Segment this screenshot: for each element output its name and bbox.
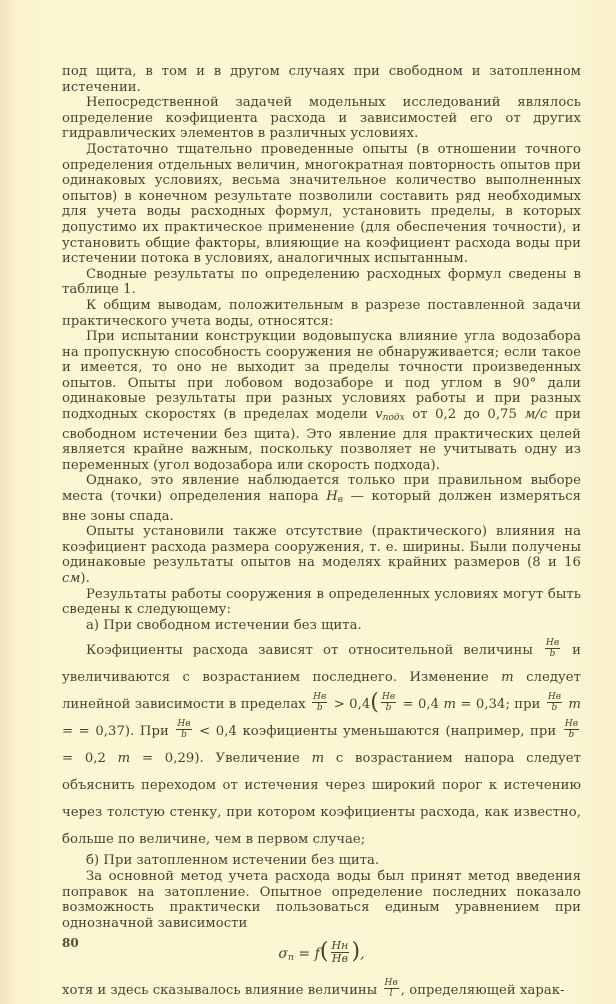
fraction-numerator: Hв	[313, 692, 327, 703]
paragraph-general-conclusions: К общим выводам, положительным в разрезе поставленной задачи практического учета воды, относятся:	[62, 297, 581, 329]
paragraph-results-intro: Результаты работы сооружения в определенных условиях могут быть сведены к следующему:	[62, 586, 581, 618]
fraction-numerator: Hв	[547, 692, 562, 703]
paragraph-summary-table-ref: Сводные результаты по определению расходных формул сведены в таблице 1.	[62, 266, 581, 298]
sigma-subscript: п	[287, 953, 294, 964]
text: > 0,4	[329, 697, 371, 713]
symbol-m: m	[501, 670, 514, 686]
symbol-m: m	[443, 697, 457, 713]
paragraph-continuation: под щита, в том и в другом случаях при свободном и затопленном истечении.	[62, 64, 581, 95]
text: при свободном истечении без щита). Это явление для практических целей является крайне важным, поскольку позволяет не учитывать одну из переменных (угол водозабора или скорость подхода).	[62, 407, 582, 473]
symbol-m: m	[311, 751, 325, 767]
fraction-denominator: Hв	[331, 951, 349, 965]
symbol-m: m	[117, 751, 131, 767]
text: = 0,34; при	[456, 697, 545, 713]
text: Однако, это явление наблюдается только при правильном выборе места (точки) определения напора	[62, 473, 581, 505]
text: = = 0,37). При	[62, 724, 175, 740]
fraction-numerator: Hн	[331, 938, 349, 952]
text: = 0,4	[398, 697, 444, 713]
head-subscript: в	[337, 495, 344, 506]
text: от 0,2 до 0,75	[404, 407, 525, 423]
equals-function: = f	[293, 946, 320, 963]
list-item-submerged-flow: б) При затопленном истечении без щита.	[86, 853, 380, 869]
fraction-hv-b	[547, 692, 562, 713]
fraction-numerator: Hв	[384, 978, 398, 989]
head-symbol: H	[326, 489, 338, 505]
text: Коэфициенты расхода зависят от относительной величины	[86, 643, 543, 659]
text: При испытании конструкции водовыпуска влияние угла водозабора на пропускную способность сооружения не обнаруживается; если такое и имеется, то оно не выходит за пределы точности произведенных опытов. Опыты при лобовом водозаборе и под углом в 90° дали одинаковые результаты при разных условиях работы и при разных подходных скоростях (в пределах модели	[62, 329, 581, 423]
fraction-hv-b	[545, 638, 560, 659]
text: хотя и здесь сказывалось влияние величины	[62, 983, 382, 999]
fraction-hv-b	[381, 692, 396, 713]
fraction-denominator: b	[568, 730, 575, 741]
fraction-denominator: b	[181, 730, 187, 741]
velocity-symbol: v	[375, 407, 383, 423]
paren: (	[370, 690, 379, 716]
fraction-denominator: l	[389, 989, 393, 1000]
text: Опыты установили также отсутствие (практического) влияния на коэфициент расхода размера сооружения, т. е. ширины. Были получены одинаковые результаты опытов на моделях крайних размеров (8 и 16	[62, 524, 581, 571]
paragraph-submergence-method: За основной метод учета расхода воды был принят метод введения поправок на затопление. Опытное определение последних показало возможность практически пользоваться единым уравнением при однозначной зависимости	[62, 868, 581, 931]
formula-submergence-coefficient	[62, 939, 581, 973]
paragraph-continuation-end	[62, 977, 581, 1004]
fraction-denominator: b	[316, 703, 323, 714]
symbol-m: m	[568, 697, 581, 713]
paren-open: (	[319, 939, 329, 965]
fraction-numerator: Hв	[381, 692, 396, 703]
paragraph-head-measurement	[62, 473, 581, 524]
text: следует линейной зависимости в пределах	[62, 670, 582, 713]
fraction-hn-hv	[331, 940, 350, 965]
fraction-numerator: Hв	[564, 719, 578, 730]
text: , определяющей харак-	[400, 983, 565, 999]
fraction-denominator: b	[551, 703, 558, 714]
fraction-numerator: Hв	[177, 719, 191, 730]
paragraph-width-influence	[62, 524, 581, 586]
text: — который должен измеряться вне зоны спада.	[62, 489, 581, 524]
unit-label: м/с	[524, 407, 548, 423]
text: с возрастанием напора следует объяснить переходом от истечения через широкий порог к истечению через толстую стенку, при котором коэфициенты расхода, как известно, больше по величине, чем в первом случае;	[62, 751, 581, 848]
paren-close: )	[351, 939, 361, 965]
text: < 0,4 коэфициенты уменьшаются (например, при	[193, 724, 562, 740]
fraction-hv-b	[176, 719, 191, 740]
text: ).	[80, 571, 90, 586]
sigma-symbol: σ	[278, 946, 288, 963]
unit-label: см	[62, 571, 81, 586]
text: = 0,2	[62, 751, 118, 767]
fraction-hv-b	[564, 719, 579, 740]
paragraph-discharge-coefficients	[62, 637, 581, 853]
text: ,	[360, 946, 365, 963]
fraction-denominator: b	[385, 703, 392, 714]
list-item-free-flow: а) При свободном истечении без щита.	[86, 617, 362, 633]
fraction-hv-b	[312, 692, 327, 713]
velocity-subscript: подх	[382, 413, 405, 424]
fraction-denominator: b	[549, 649, 556, 660]
fraction-hv-l	[384, 978, 399, 999]
page-number: 80	[62, 936, 79, 950]
paragraph-experiments: Достаточно тщательно проведенные опыты (в отношении точного определения отдельных величин, многократная повторность опытов при одинаковых условиях, весьма значительное количество выполненных опытов) в конечном результате позволили составить ряд необходимых для учета воды расходных формул, установить пределы, в которых допустимо их практическое применение (для обеспечения точности), и установить общие факторы, влияющие на коэфициент расхода воды при истечении потока в условиях, аналогичных испытанным.	[62, 141, 581, 267]
document-page-body	[62, 64, 581, 1004]
text: = 0,29). Увеличение	[130, 751, 312, 767]
paragraph-intake-angle	[62, 329, 581, 473]
paragraph-research-task: Непосредственной задачей модельных исследований являлось определение коэфициента расхода и зависимостей его от других гидравлических элементов в различных условиях.	[62, 95, 581, 142]
text: и увеличиваются с возрастанием последнего. Изменение	[62, 643, 581, 686]
fraction-numerator: Hв	[545, 638, 560, 649]
